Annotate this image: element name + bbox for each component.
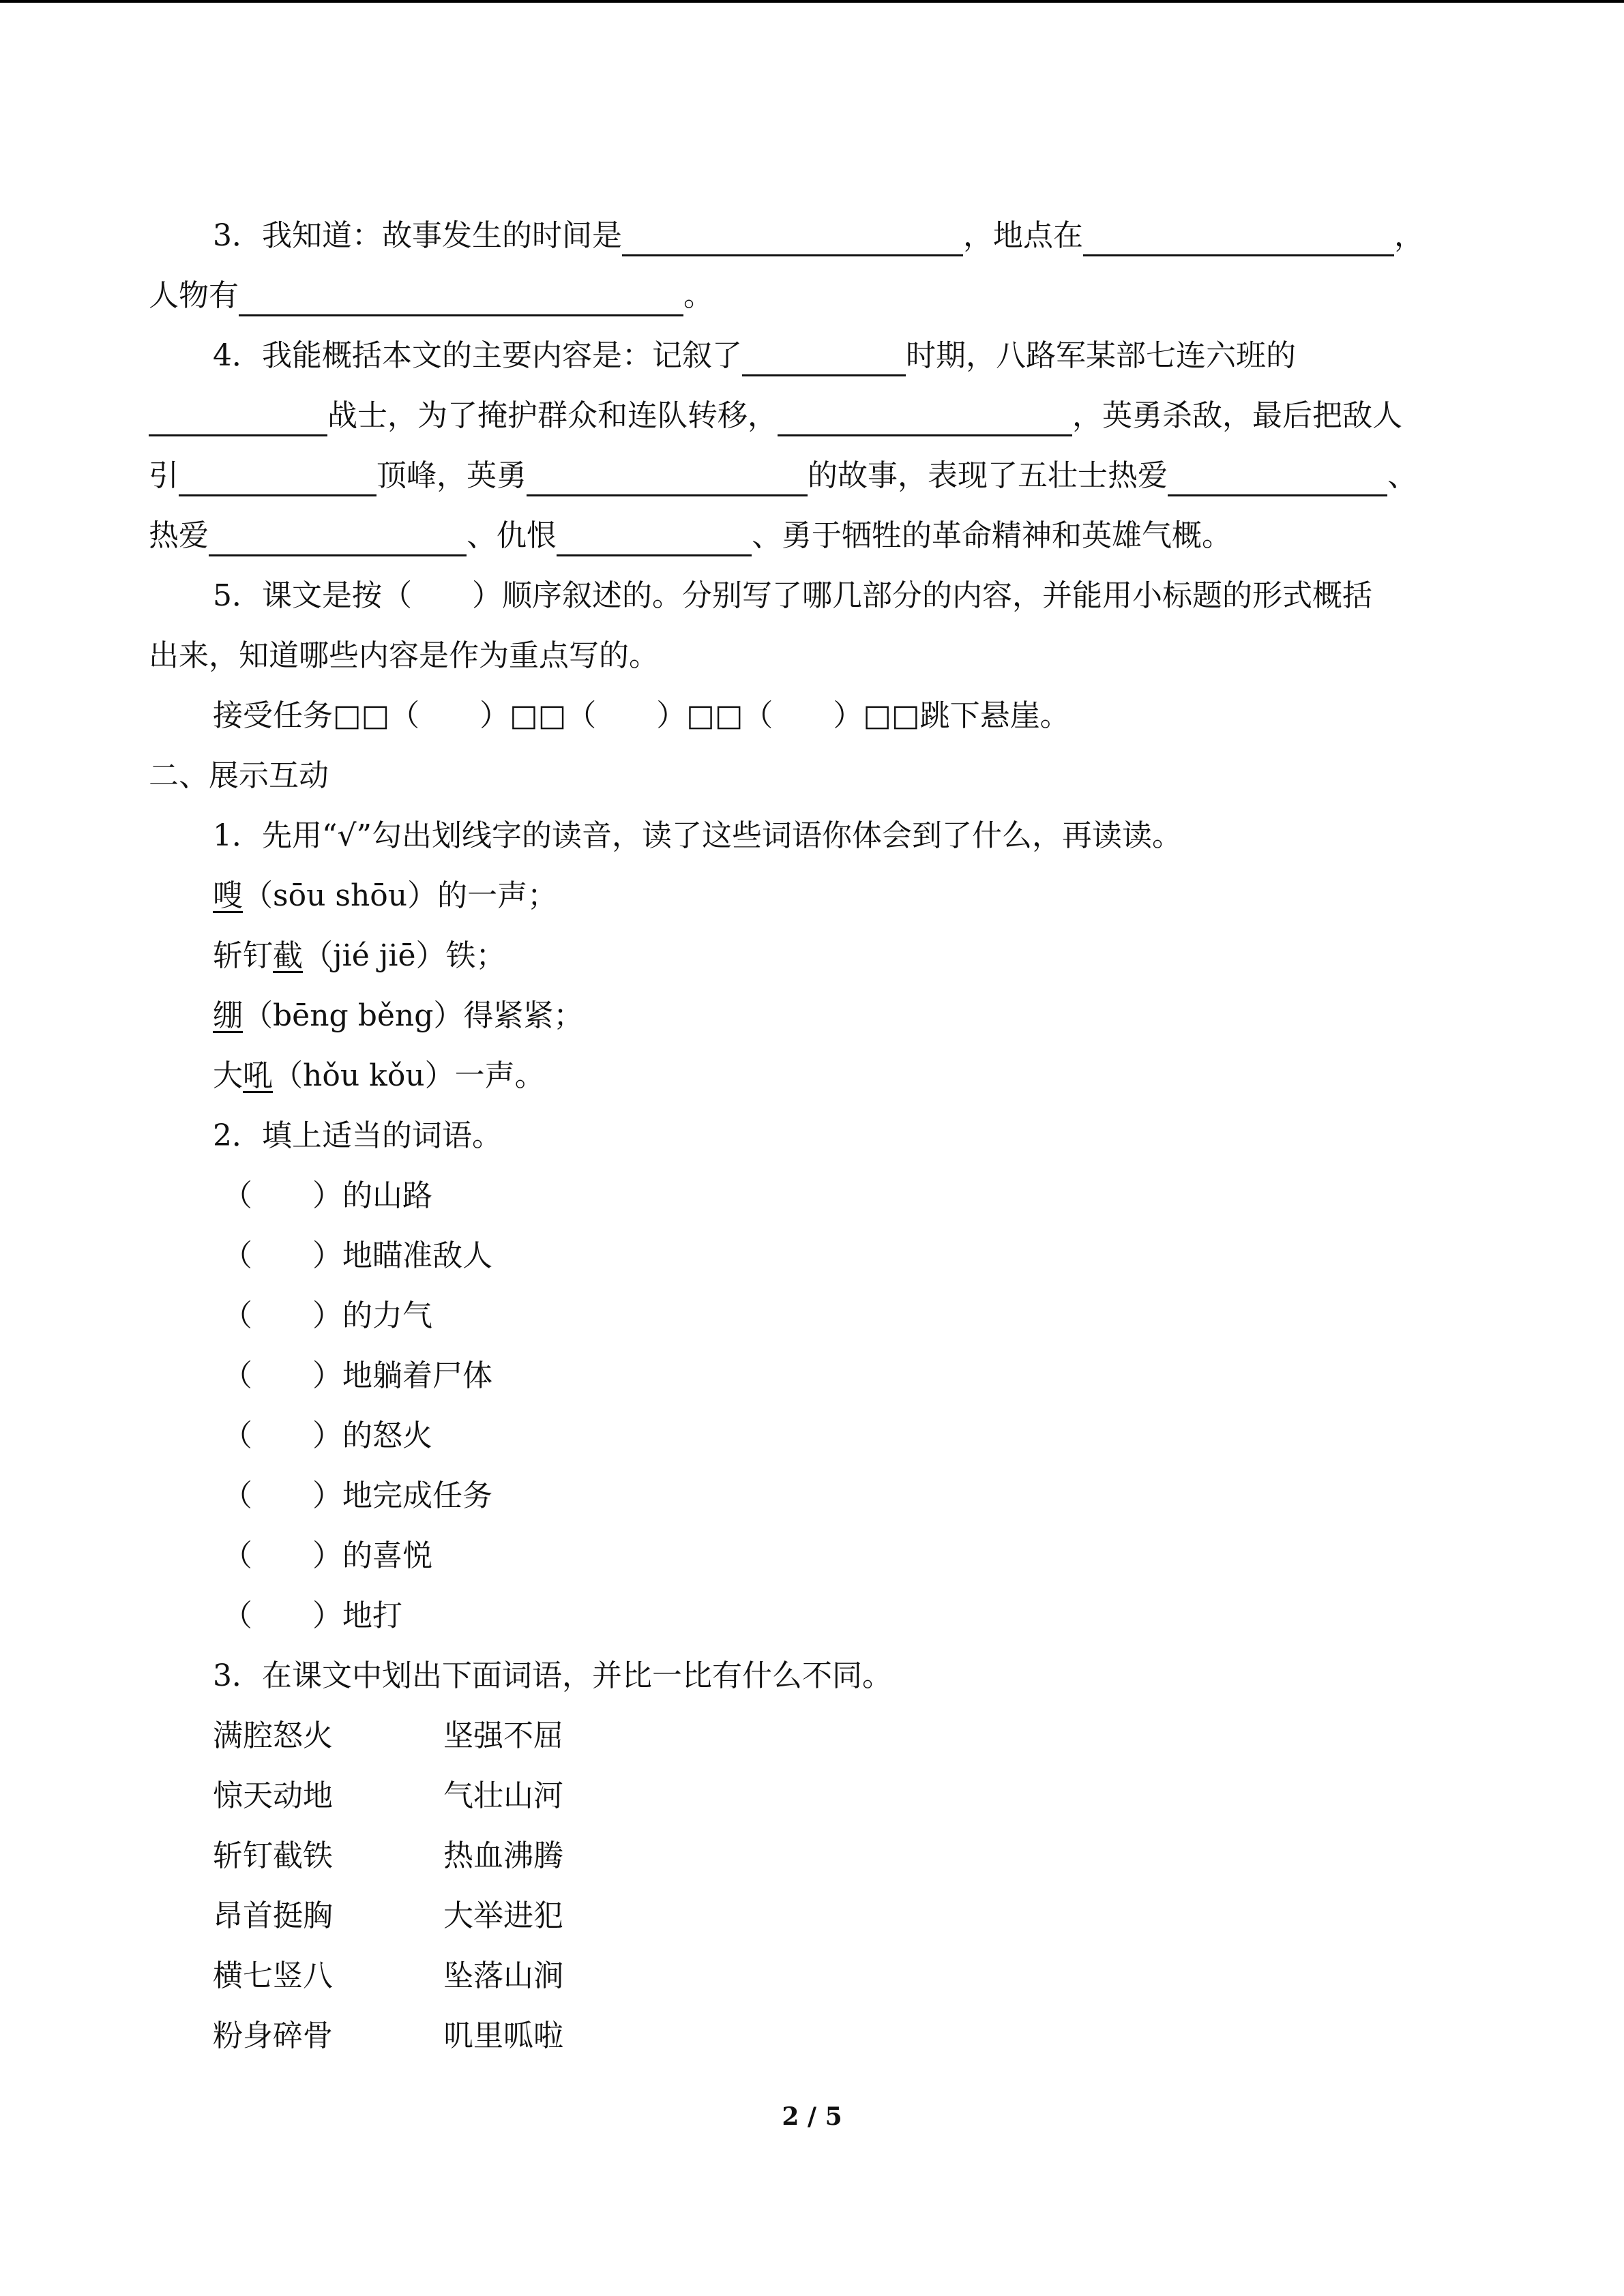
q4-text-11: 、勇于牺牲的革命精神和英雄气概。 bbox=[752, 518, 1232, 553]
q5-line-1: 5．课文是按（ ）顺序叙述的。分别写了哪几部分的内容，并能用小标题的形式概括 bbox=[213, 578, 1372, 613]
q4-text-2: 时期，八路军某部七连六班的 bbox=[906, 338, 1296, 373]
s2q3-row bbox=[213, 1896, 1031, 1937]
q4-text-6: 顶峰，英勇 bbox=[377, 458, 527, 493]
q4-blank-action[interactable] bbox=[778, 402, 1072, 436]
q3-text-people: 人物有 bbox=[149, 278, 239, 313]
q4-text-1: 4．我能概括本文的主要内容是：记叙了 bbox=[213, 338, 742, 373]
pinyin-options: （jié jiē）铁； bbox=[303, 938, 506, 973]
s2q2-item[interactable]: （ ）地打 bbox=[222, 1598, 402, 1633]
q3-line-2 bbox=[149, 275, 713, 316]
q4-blank-love2[interactable] bbox=[209, 522, 467, 556]
q3-blank-time[interactable] bbox=[622, 222, 963, 256]
s2q3-row bbox=[213, 1776, 1031, 1817]
word-right: 气壮山河 bbox=[443, 1778, 563, 1813]
s2q2-item[interactable]: （ ）地瞄准敌人 bbox=[222, 1238, 492, 1273]
q4-blank-love1[interactable] bbox=[1168, 462, 1387, 496]
s2q2-item[interactable]: （ ）的山路 bbox=[222, 1178, 432, 1213]
q4-text-10: 、仇恨 bbox=[467, 518, 557, 553]
q4-line-1 bbox=[213, 336, 1296, 376]
q4-blank-lead[interactable] bbox=[179, 462, 377, 496]
underlined-char: 截 bbox=[273, 938, 303, 973]
q4-blank-hate[interactable] bbox=[557, 522, 752, 556]
section-2-heading: 二、展示互动 bbox=[149, 758, 329, 793]
s2q1-word-4 bbox=[213, 1056, 545, 1097]
q4-text-9: 热爱 bbox=[149, 518, 209, 553]
pinyin-options: （bēng běng）得紧紧； bbox=[243, 998, 584, 1033]
word-left: 惊天动地 bbox=[213, 1778, 333, 1813]
q3-text-place: ，地点在 bbox=[963, 218, 1083, 253]
q3-period: 。 bbox=[683, 278, 713, 313]
q4-blank-soldiers[interactable] bbox=[149, 402, 327, 436]
s2q3-row bbox=[213, 1716, 1031, 1757]
q4-text-5: 引 bbox=[149, 458, 179, 493]
s2q2-item[interactable]: （ ）的喜悦 bbox=[222, 1538, 432, 1573]
pinyin-options: （hǒu kǒu）一声。 bbox=[273, 1058, 545, 1093]
q4-text-7: 的故事，表现了五壮士热爱 bbox=[808, 458, 1168, 493]
word-right: 热血沸腾 bbox=[443, 1838, 563, 1873]
s2q2-item[interactable]: （ ）的力气 bbox=[222, 1298, 432, 1333]
s2q2-item[interactable]: （ ）的怒火 bbox=[222, 1418, 432, 1453]
word-right: 坚强不屈 bbox=[443, 1718, 563, 1753]
q5-line-3: 接受任务□□（ ）□□（ ）□□（ ）□□跳下悬崖。 bbox=[213, 698, 1070, 733]
word-left: 斩钉截铁 bbox=[213, 1838, 333, 1873]
s2q3-title: 3．在课文中划出下面词语，并比一比有什么不同。 bbox=[213, 1658, 892, 1693]
underlined-char: 绷 bbox=[213, 998, 243, 1033]
s2q3-row bbox=[213, 2016, 1031, 2057]
s2q2-item[interactable]: （ ）地躺着尸体 bbox=[222, 1358, 492, 1393]
q4-blank-brave[interactable] bbox=[527, 462, 808, 496]
s2q1-word-2 bbox=[213, 936, 506, 976]
underlined-char: 嗖 bbox=[213, 878, 243, 913]
word-left: 横七竖八 bbox=[213, 1958, 333, 1993]
word-left: 粉身碎骨 bbox=[213, 2018, 333, 2053]
s2q2-item[interactable]: （ ）地完成任务 bbox=[222, 1478, 492, 1513]
q4-text-8: 、 bbox=[1387, 458, 1417, 493]
q4-line-3 bbox=[149, 456, 1417, 496]
q3-text-time: 3．我知道：故事发生的时间是 bbox=[213, 218, 622, 253]
top-border bbox=[0, 0, 1624, 3]
underlined-char: 吼 bbox=[243, 1058, 273, 1093]
word-left: 昂首挺胸 bbox=[213, 1898, 333, 1933]
q3-blank-place[interactable] bbox=[1083, 222, 1394, 256]
s2q3-row bbox=[213, 1836, 1031, 1877]
word-prefix: 斩钉 bbox=[213, 938, 273, 973]
page-number: 2 / 5 bbox=[782, 2102, 842, 2131]
word-right: 大举进犯 bbox=[443, 1898, 563, 1933]
word-prefix: 大 bbox=[213, 1058, 243, 1093]
q3-line-1 bbox=[213, 215, 1424, 256]
s2q3-row bbox=[213, 1956, 1031, 1997]
s2q2-title: 2．填上适当的词语。 bbox=[213, 1118, 502, 1153]
q4-line-4 bbox=[149, 516, 1232, 556]
q4-text-3: 战士，为了掩护群众和连队转移， bbox=[327, 398, 778, 433]
q4-line-2 bbox=[149, 396, 1402, 436]
q3-blank-people[interactable] bbox=[239, 282, 683, 316]
s2q1-word-1 bbox=[213, 876, 557, 916]
pinyin-options: （sōu shōu）的一声； bbox=[243, 878, 558, 913]
q4-blank-period[interactable] bbox=[742, 342, 906, 376]
q3-comma: ， bbox=[1394, 218, 1424, 253]
word-right: 坠落山涧 bbox=[443, 1958, 563, 1993]
s2q1-title: 1．先用“√”勾出划线字的读音，读了这些词语你体会到了什么，再读读。 bbox=[213, 818, 1183, 853]
word-left: 满腔怒火 bbox=[213, 1718, 333, 1753]
s2q1-word-3 bbox=[213, 996, 583, 1037]
q5-line-2: 出来，知道哪些内容是作为重点写的。 bbox=[149, 638, 659, 673]
word-right: 叽里呱啦 bbox=[443, 2018, 563, 2053]
q4-text-4: ，英勇杀敌，最后把敌人 bbox=[1072, 398, 1402, 433]
